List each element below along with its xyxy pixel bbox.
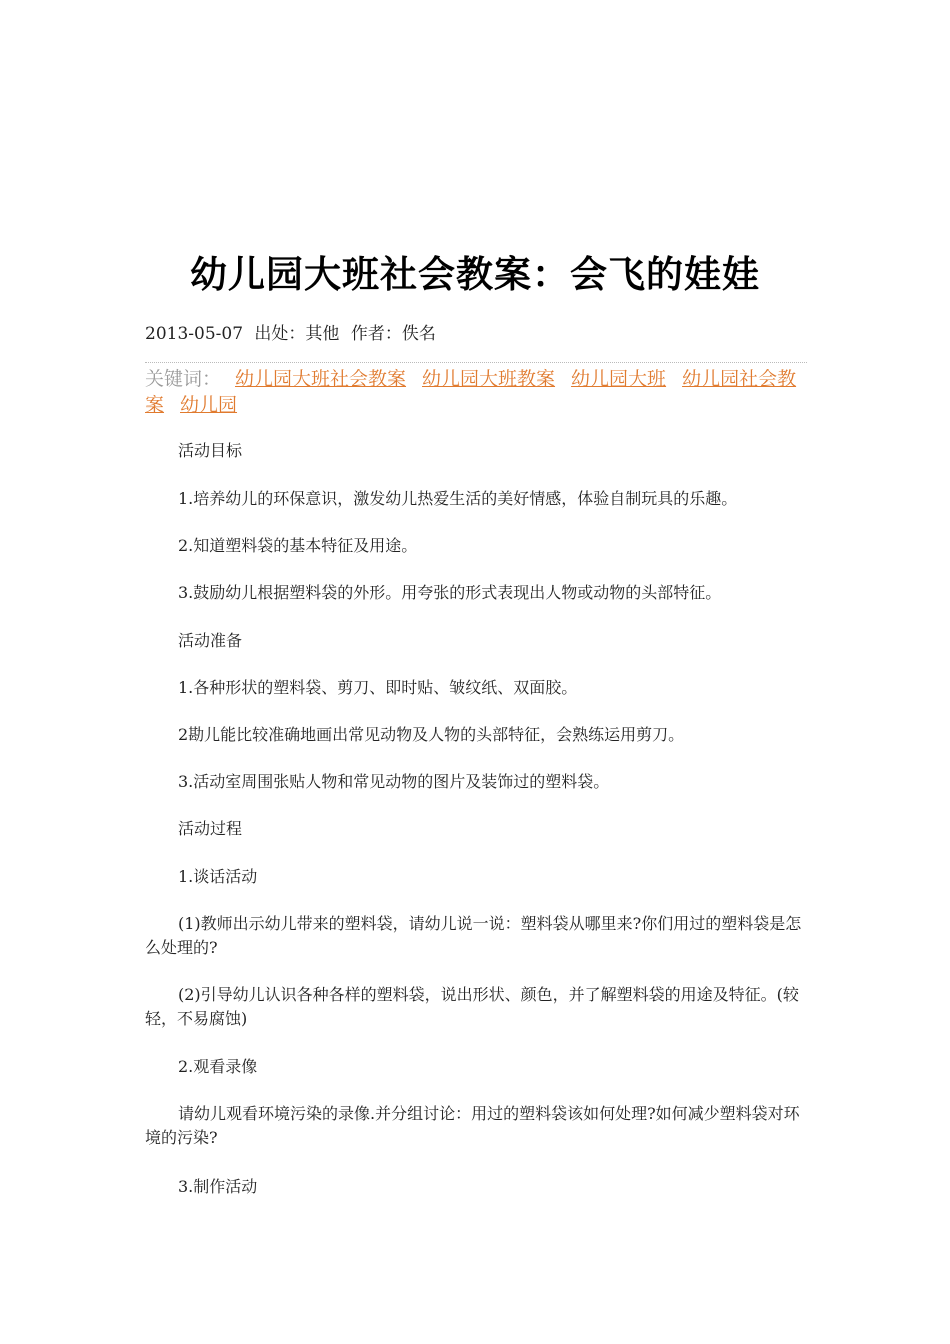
source-label: 出处：其他 — [254, 324, 340, 344]
section-heading-goals: 活动目标 — [178, 441, 243, 460]
keyword-link[interactable]: 幼儿园 — [180, 394, 238, 416]
keyword-link[interactable]: 幼儿园大班教案 — [422, 368, 556, 390]
paragraph: 2.观看录像 — [178, 1057, 258, 1076]
keyword-link[interactable]: 幼儿园社会教案 — [145, 368, 797, 416]
keywords-section — [145, 366, 810, 418]
paragraph: 3.鼓励幼儿根据塑料袋的外形。用夸张的形式表现出人物或动物的头部特征。 — [178, 583, 722, 602]
divider — [145, 362, 807, 363]
section-heading-preparation: 活动准备 — [178, 631, 243, 650]
paragraph: 2勘儿能比较准确地画出常见动物及人物的头部特征，会熟练运用剪刀。 — [178, 725, 685, 744]
paragraph: (1)教师出示幼儿带来的塑料袋，请幼儿说一说：塑料袋从哪里来?你们用过的塑料袋是怎么处理的? — [145, 914, 802, 957]
paragraph: 2.知道塑料袋的基本特征及用途。 — [178, 536, 418, 555]
publish-date: 2013-05-07 — [145, 324, 244, 344]
article-meta — [145, 319, 442, 344]
paragraph: (2)引导幼儿认识各种各样的塑料袋，说出形状、颜色，并了解塑料袋的用途及特征。(较轻，不易腐蚀) — [145, 985, 799, 1028]
keyword-link[interactable]: 幼儿园大班社会教案 — [235, 368, 407, 390]
keywords-label: 关键词： — [145, 368, 222, 390]
page-title: 幼儿园大班社会教案：会飞的娃娃 — [190, 253, 760, 296]
paragraph: 1.各种形状的塑料袋、剪刀、即时贴、皱纹纸、双面胶。 — [178, 678, 578, 697]
paragraph: 3.活动室周围张贴人物和常见动物的图片及装饰过的塑料袋。 — [178, 772, 610, 791]
paragraph: 3.制作活动 — [178, 1177, 258, 1196]
section-heading-process: 活动过程 — [178, 819, 243, 838]
paragraph: 1.培养幼儿的环保意识，激发幼儿热爱生活的美好情感，体验自制玩具的乐趣。 — [178, 489, 738, 508]
keyword-link[interactable]: 幼儿园大班 — [571, 368, 667, 390]
author-label: 作者：佚名 — [350, 324, 436, 344]
paragraph: 请幼儿观看环境污染的录像.并分组讨论：用过的塑料袋该如何处理?如何减少塑料袋对环境的污染? — [145, 1104, 800, 1147]
paragraph: 1.谈话活动 — [178, 867, 258, 886]
